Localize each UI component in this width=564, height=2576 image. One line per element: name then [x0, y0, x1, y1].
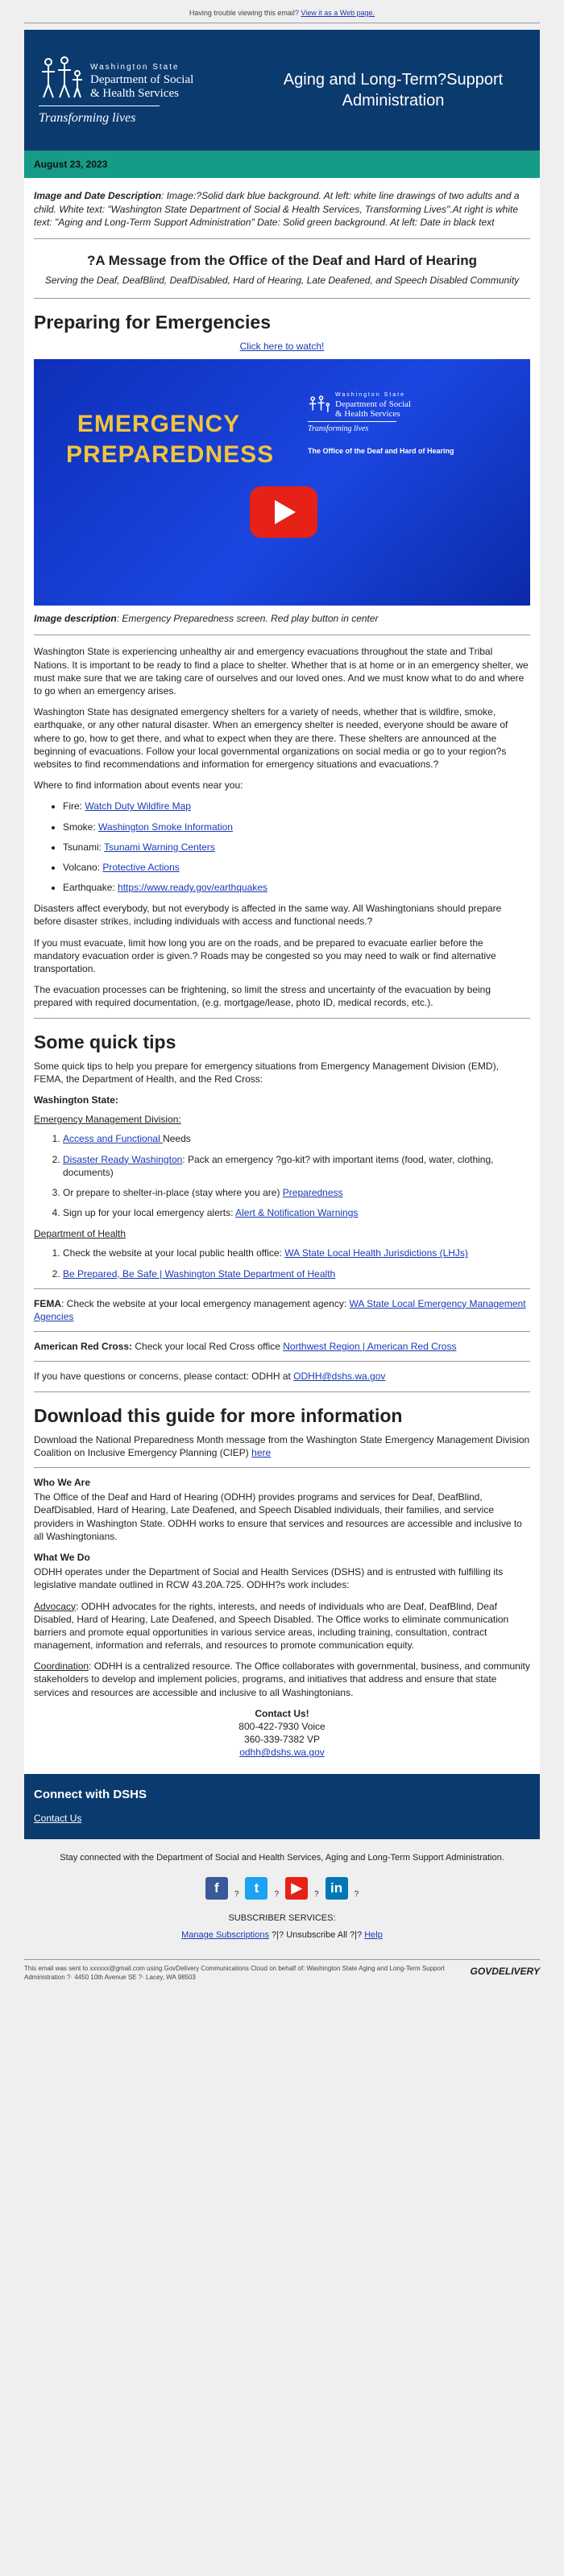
- subscriber-links: [24, 1929, 540, 1941]
- doh-label: Department of Health: [34, 1228, 126, 1240]
- coordination-label: Coordination: [34, 1660, 89, 1673]
- odhh-email-link[interactable]: ODHH@dshs.wa.gov: [293, 1371, 386, 1383]
- connect-section: [24, 1774, 540, 1840]
- questions-paragraph: [34, 1370, 530, 1383]
- banner-title: Aging and Long-Term?Support Administration: [283, 71, 504, 110]
- caption-label: Image description: [34, 613, 117, 625]
- list-item: [63, 1206, 530, 1219]
- doh-link[interactable]: WA State Local Health Jurisdictions (LHJs): [284, 1247, 468, 1259]
- divider: [34, 1288, 530, 1289]
- divider: [34, 1018, 530, 1019]
- wa-label: Washington State:: [34, 1094, 118, 1106]
- web-page-link[interactable]: View it as a Web page.: [301, 9, 375, 17]
- bottom-bar: [24, 1959, 540, 1992]
- rc-link[interactable]: Northwest Region | American Red Cross: [283, 1341, 457, 1353]
- questions-text: If you have questions or concerns, please contact: ODHH at: [34, 1371, 294, 1383]
- date-band: August 23, 2023: [24, 151, 540, 178]
- section-title-tips: Some quick tips: [34, 1031, 176, 1052]
- paragraph: The Office of the Deaf and Hard of Hearing (ODHH) provides programs and services for Deaf, DeafBlind, DeafDisabled, Hard of Hearing, Late Deafened, and Speech Disabled individuals, their families, and service providers in Washington State. ODHH works to ensure that services and resources are accessible and inclusive to all Washingtonians.: [34, 1491, 522, 1542]
- emd-link[interactable]: Preparedness: [282, 1186, 343, 1198]
- org-line3: & Health Services: [90, 86, 179, 100]
- video-org2: Department of Social: [335, 399, 412, 409]
- event-label: Fire:: [63, 800, 85, 812]
- preheader-text: Having trouble viewing this email?: [189, 9, 299, 17]
- coordination-paragraph: [34, 1660, 530, 1699]
- video-thumbnail[interactable]: [34, 359, 530, 606]
- contact-us-link[interactable]: Contact Us: [34, 1812, 82, 1824]
- preheader: [0, 0, 564, 23]
- watch-link[interactable]: Click here to watch!: [239, 341, 325, 353]
- subscriber-services-title: SUBSCRIBER SERVICES:: [228, 1913, 336, 1924]
- doh-list: [34, 1247, 530, 1280]
- list-item: [63, 841, 530, 854]
- emd-text: Needs: [163, 1133, 191, 1145]
- contact-email-link[interactable]: odhh@dshs.wa.gov: [239, 1747, 325, 1759]
- video-caption: [34, 612, 530, 635]
- list-item: [63, 861, 530, 874]
- main-content: [24, 178, 540, 1759]
- paragraph: The evacuation processes can be frightening, so limit the stress and uncertainty of the evacuation by being prepared with required documentation, (e.g. mortgage/lease, photo ID, medical records, etc.).: [34, 984, 491, 1009]
- event-link[interactable]: Watch Duty Wildfire Map: [85, 800, 191, 812]
- paragraph: If you must evacuate, limit how long you are on the roads, and be prepared to evacuate earlier before the mandatory evacuation order is given.? Roads may be congested so you may need to walk or find alternative transportation.: [34, 937, 496, 974]
- sent-to-text: This email was sent to xxxxxx@gmail.com using GovDelivery Communications Cloud on behalf of: Washington State Aging and Long-Term Support Administration ?· 4450 10th Avenue SE ?· Lacey, WA 98503: [24, 1964, 445, 1981]
- fema-link[interactable]: WA State Local Emergency Management Agencies: [34, 1297, 526, 1323]
- advocacy-text: : ODHH advocates for the rights, interests, and needs of individuals who are Deaf, DeafBlind, Deaf Disabled, Hard of Hearing, Late Deafened, and Speech Disabled. The Office works to eliminate communication barriers and promote equal opportunities in various service areas, including training, consultation, contract management, information and referrals, and resources to promote communication equity.: [34, 1600, 509, 1652]
- divider: [34, 1391, 530, 1392]
- events-list: [34, 800, 530, 894]
- footer: [24, 1839, 540, 1950]
- org-line2: Department of Social: [90, 72, 194, 86]
- qm: ?: [234, 1889, 239, 1899]
- list-item: [63, 821, 530, 833]
- list-item: [63, 1267, 530, 1280]
- what-title: What We Do: [34, 1551, 90, 1563]
- family-figures-icon: [39, 54, 85, 101]
- rc-label: American Red Cross:: [34, 1341, 133, 1353]
- fema-label: FEMA: [34, 1297, 61, 1309]
- rc-text: Check your local Red Cross office: [132, 1341, 284, 1353]
- connect-title: Connect with DSHS: [34, 1787, 147, 1801]
- govdelivery-logo: GOVDELIVERY: [470, 1965, 540, 1977]
- divider: [34, 1361, 530, 1362]
- event-label: Earthquake:: [63, 882, 118, 894]
- social-icons: [24, 1877, 540, 1900]
- message-title: ?A Message from the Office of the Deaf and Hard of Hearing: [87, 252, 477, 268]
- help-link[interactable]: Help: [364, 1930, 383, 1941]
- linkedin-icon[interactable]: in: [326, 1877, 348, 1900]
- video-tagline: Transforming lives: [308, 421, 396, 435]
- emd-link[interactable]: Disaster Ready Washington: [63, 1153, 183, 1165]
- family-figures-icon: [308, 395, 332, 419]
- coordination-text: : ODHH is a centralized resource. The Office collaborates with governmental, business, and community stakeholders to develop and implement policies, programs, and initiatives that address and ensure that state services and resources are accessible and inclusive to all Washingtonians.: [34, 1660, 530, 1698]
- imgdesc-text: : Image:?Solid dark blue background. At left: white line drawings of two adults and a child. White text: "Washington State Department of Social & Health Services, Transforming Lives".At right is white text: "Aging and Long-Term Support Administration" Date: Solid green background. At left: Date in black text: [34, 190, 520, 228]
- video-org3: & Health Services: [335, 408, 400, 419]
- fema-text: : Check the website at your local emergency management agency:: [61, 1297, 350, 1309]
- play-button-icon[interactable]: [250, 486, 317, 538]
- event-link[interactable]: Washington Smoke Information: [98, 821, 233, 833]
- dshs-logo: [39, 54, 256, 127]
- video-org1: Washington State: [335, 392, 405, 399]
- emd-link[interactable]: Access and Functional: [63, 1133, 164, 1145]
- event-label: Smoke:: [63, 821, 99, 833]
- download-link[interactable]: here: [251, 1446, 272, 1458]
- event-label: Tsunami:: [63, 841, 105, 853]
- divider: [34, 1331, 530, 1332]
- event-link[interactable]: https://www.ready.gov/earthquakes: [118, 882, 267, 894]
- doh-link[interactable]: Be Prepared, Be Safe | Washington State Department of Health: [63, 1267, 336, 1280]
- paragraph: Washington State is experiencing unhealthy air and emergency evacuations throughout the state and Tribal Nations. It is important to be ready to find a place to shelter. Whether that is at home or in an emergency shelter, we must make sure that we are taking care of ourselves and our loved ones. And we must know what to do and where to go when an emergency arises.: [34, 646, 529, 697]
- serving-text: Serving the Deaf, DeafBlind, DeafDisabled, Hard of Hearing, Late Deafened, and Speech Disabled Community: [34, 274, 530, 299]
- fema-paragraph: [34, 1297, 530, 1323]
- doh-text: Check the website at your local public health office:: [63, 1247, 285, 1259]
- qm: ?: [314, 1889, 319, 1899]
- paragraph: ODHH operates under the Department of Social and Health Services (DSHS) and is entrusted with fulfilling its legislative mandate outlined in RCW 43.20A.725. ODHH?s work includes:: [34, 1566, 504, 1591]
- video-office: The Office of the Deaf and Hard of Hearing: [308, 447, 454, 456]
- advocacy-label: Advocacy: [34, 1600, 77, 1612]
- paragraph: Where to find information about events near you:: [34, 779, 243, 792]
- event-label: Volcano:: [63, 861, 103, 873]
- phone-vp: 360-339-7382 VP: [243, 1734, 321, 1746]
- emd-list: [34, 1132, 530, 1219]
- manage-subscriptions-link[interactable]: Manage Subscriptions: [181, 1930, 269, 1941]
- list-item: [63, 1153, 530, 1179]
- imgdesc-label: Image and Date Description: [34, 190, 162, 202]
- contact-title: Contact Us!: [255, 1707, 309, 1719]
- event-link[interactable]: Protective Actions: [102, 861, 180, 873]
- youtube-icon[interactable]: ▶: [285, 1877, 308, 1900]
- unsubscribe-text[interactable]: ?|? Unsubscribe All ?|?: [268, 1930, 365, 1941]
- twitter-icon[interactable]: t: [245, 1877, 267, 1900]
- emd-text: Sign up for your local emergency alerts:: [63, 1207, 236, 1219]
- list-item: [63, 1132, 530, 1145]
- emd-text: Or prepare to shelter-in-place (stay where you are): [63, 1186, 283, 1198]
- list-item: [63, 800, 530, 812]
- who-title: Who We Are: [34, 1477, 91, 1489]
- emd-link[interactable]: Alert & Notification Warnings: [235, 1207, 359, 1219]
- emd-text: : Pack an emergency ?go-kit? with important items (food, water, clothing, documents): [63, 1153, 494, 1178]
- email-body: [24, 30, 540, 1839]
- stay-connected-text: Stay connected with the Department of Social and Health Services, Aging and Long-Term Support Administration.: [60, 1853, 504, 1863]
- header-image-description: [34, 189, 530, 239]
- emd-label: Emergency Management Division:: [34, 1114, 181, 1126]
- list-item: [63, 1186, 530, 1199]
- redcross-paragraph: [34, 1340, 530, 1353]
- paragraph: Some quick tips to help you prepare for emergency situations from Emergency Management Division (EMD), FEMA, the Department of Health, and the Red Cross:: [34, 1060, 499, 1085]
- facebook-icon[interactable]: f: [205, 1877, 228, 1900]
- download-paragraph: [34, 1433, 530, 1459]
- divider: [34, 1467, 530, 1468]
- paragraph: Disasters affect everybody, but not everybody is affected in the same way. All Washingtonians should prepare before disaster strikes, including individuals with access and functional needs.?: [34, 903, 502, 928]
- header-banner: [24, 30, 540, 151]
- paragraph: Washington State has designated emergency shelters for a variety of needs, whether that is wildfire, smoke, earthquake, or any other natural disaster. When an emergency shelter is needed, everyone should be aware of where to go, how to get there, and what to expect when they are there. These shelters are announced at the beginning of evacuations. Follow your local governmental organizations on social media or go to your region?s websites to find recommendations and information for emergency situations and evacuations.?: [34, 706, 508, 770]
- contact-block: [34, 1707, 530, 1759]
- video-logo: [308, 391, 509, 434]
- caption-text: : Emergency Preparedness screen. Red play button in center: [116, 613, 379, 625]
- qm: ?: [354, 1889, 359, 1899]
- video-title-line1: EMERGENCY: [77, 411, 241, 438]
- section-title-preparing: Preparing for Emergencies: [34, 312, 271, 333]
- download-text: Download the National Preparedness Month message from the Washington State Emergency Management Division Coalition on Inclusive Emergency Planning (CIEP): [34, 1433, 530, 1458]
- org-line1: Washington State: [90, 63, 180, 72]
- list-item: [63, 1247, 530, 1259]
- list-item: [63, 881, 530, 894]
- tagline: Transforming lives: [39, 105, 160, 127]
- event-link[interactable]: Tsunami Warning Centers: [104, 841, 215, 853]
- section-title-download: Download this guide for more information: [34, 1404, 403, 1426]
- qm: ?: [274, 1889, 279, 1899]
- video-title-line2: PREPAREDNESS: [66, 441, 275, 469]
- phone-voice: 800-422-7930 Voice: [238, 1721, 326, 1733]
- advocacy-paragraph: [34, 1600, 530, 1652]
